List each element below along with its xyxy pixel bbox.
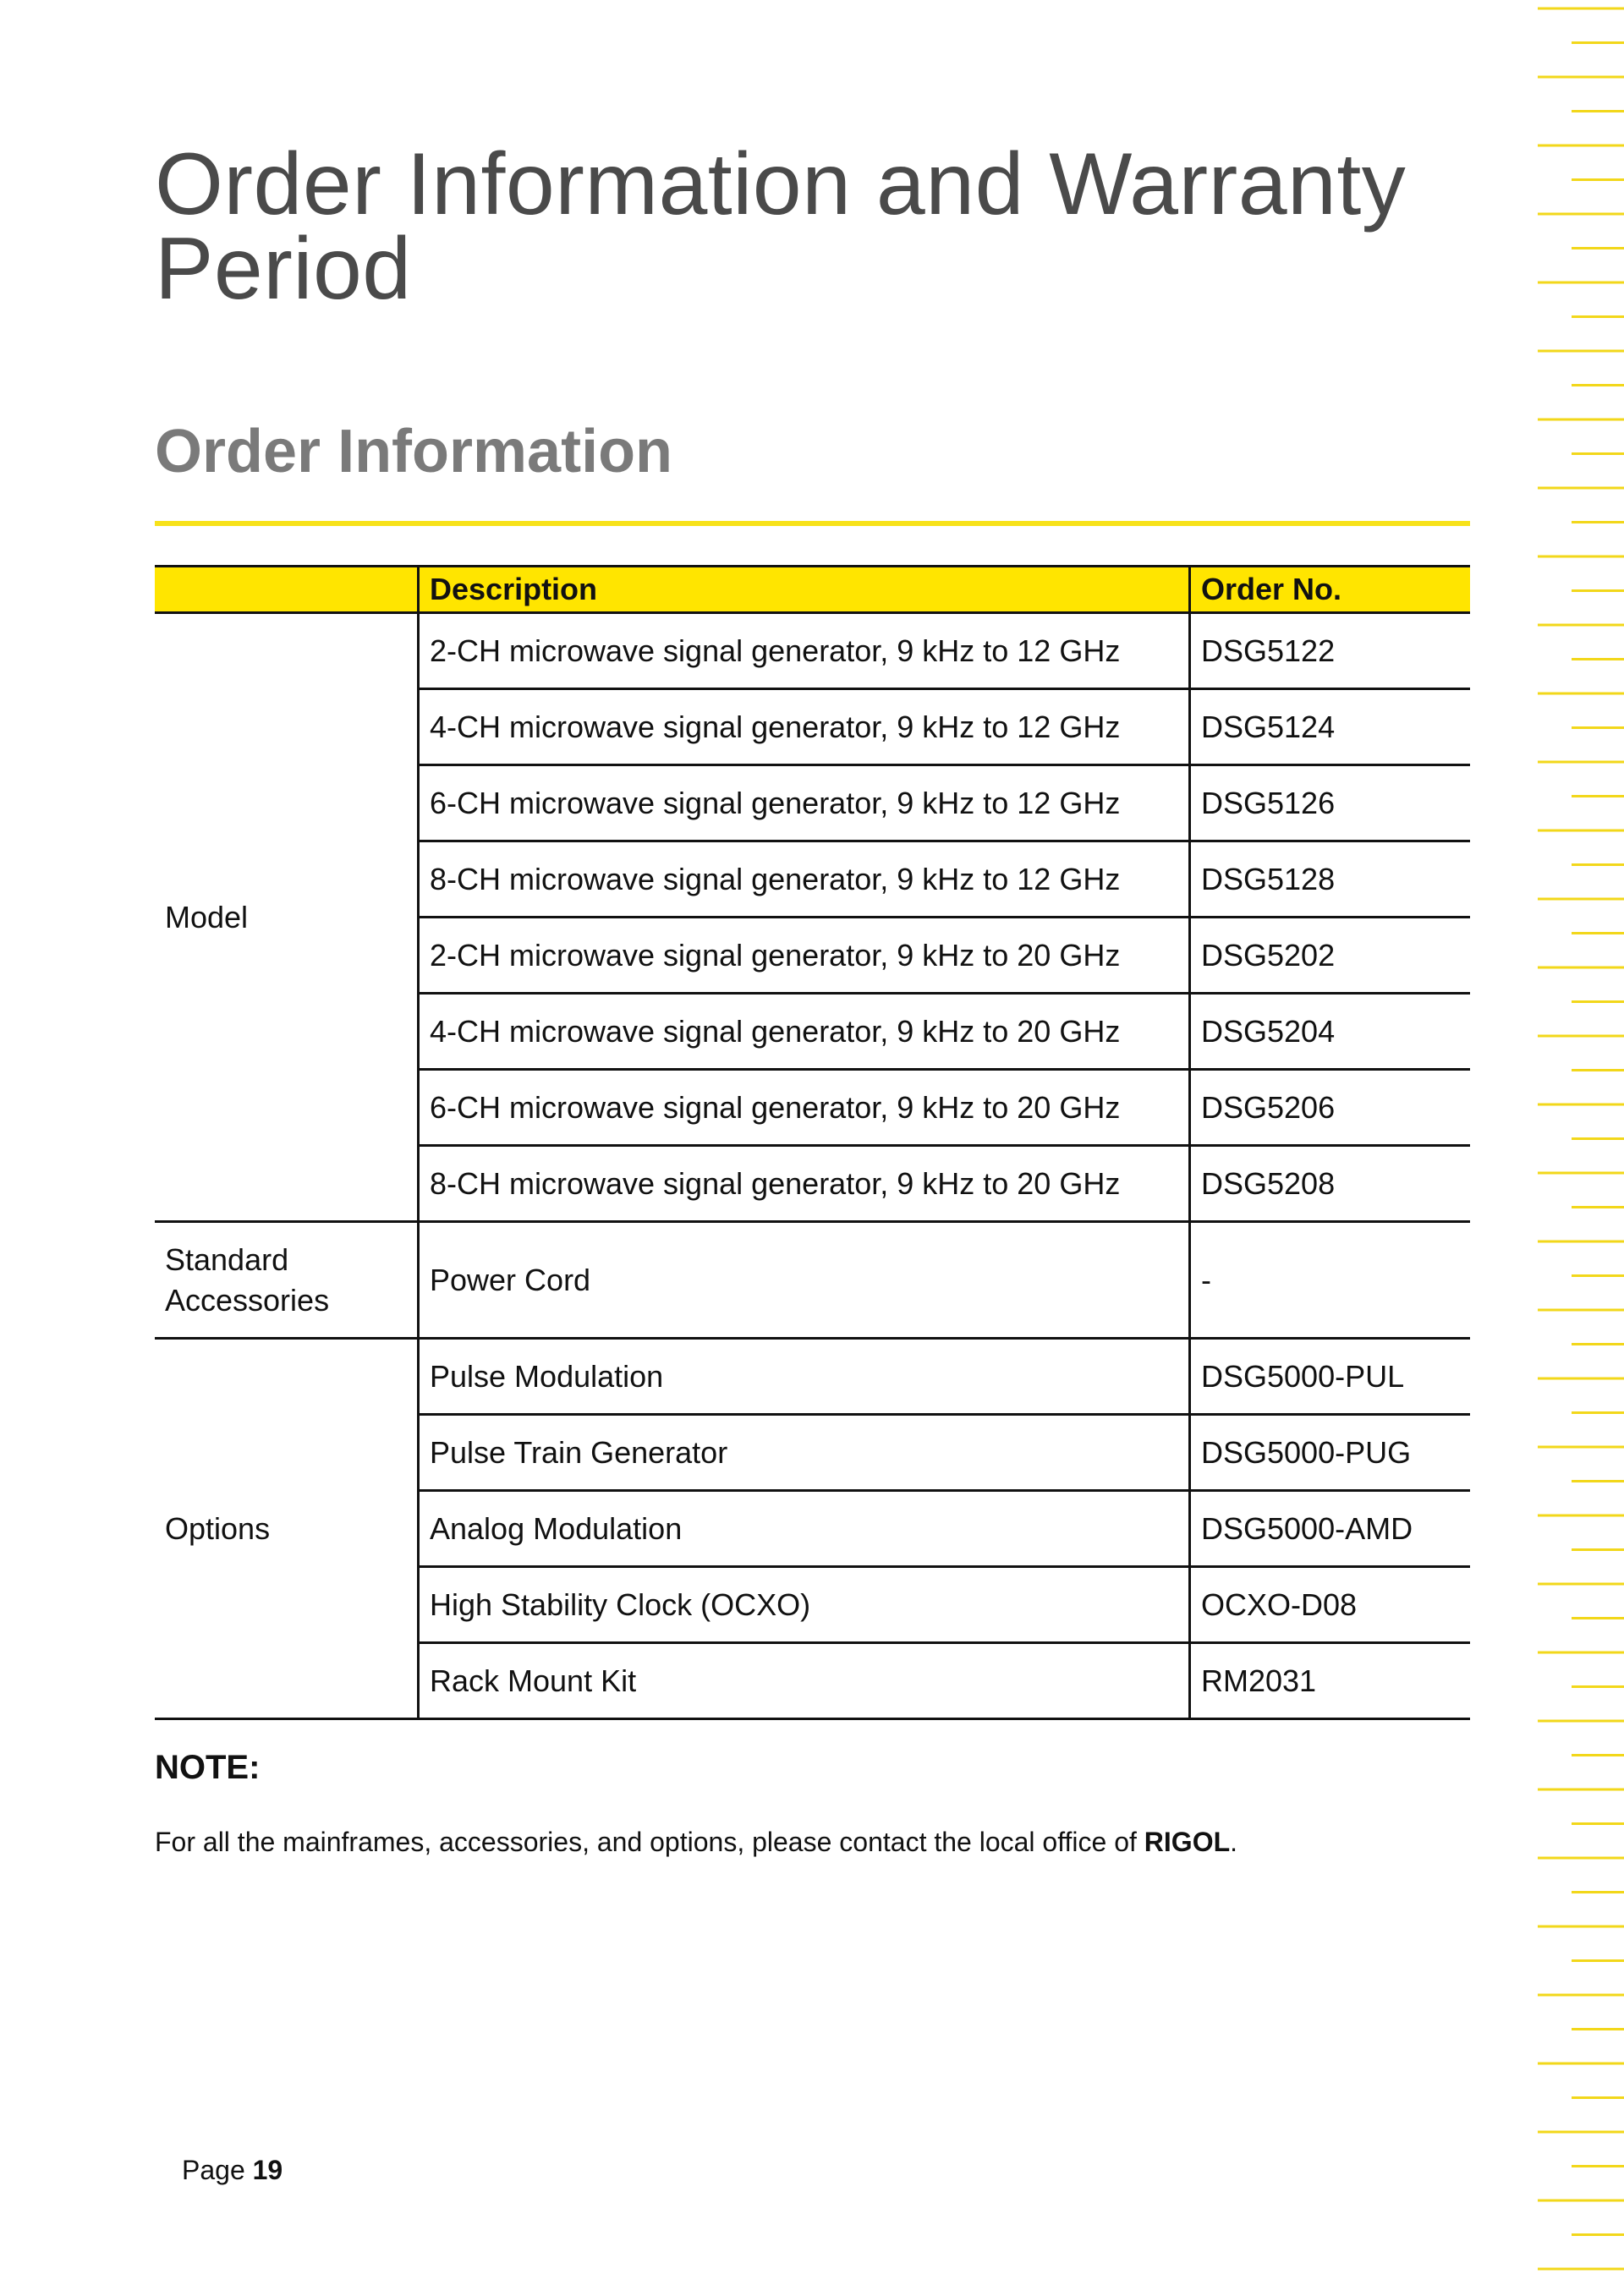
description-cell: Rack Mount Kit — [419, 1643, 1190, 1719]
order-table — [155, 565, 1470, 1720]
description-cell: 2-CH microwave signal generator, 9 kHz to 20 GHz — [419, 918, 1190, 994]
section-divider — [155, 521, 1470, 526]
category-label-line1: Standard — [165, 1241, 289, 1277]
category-cell-options: Options — [155, 1339, 419, 1719]
order-no-cell: DSG5204 — [1190, 994, 1471, 1070]
table-header-row — [155, 567, 1470, 613]
page-title-line1: Order Information and Warranty — [155, 135, 1407, 233]
note-text-body: For all the mainframes, accessories, and options, please contact the local office of — [155, 1827, 1144, 1857]
table-row — [155, 1339, 1470, 1415]
page-number: 19 — [252, 2155, 283, 2185]
category-cell-model: Model — [155, 613, 419, 1222]
order-no-cell: DSG5000-PUL — [1190, 1339, 1471, 1415]
order-no-cell: DSG5208 — [1190, 1146, 1471, 1222]
description-cell: 2-CH microwave signal generator, 9 kHz to 12 GHz — [419, 613, 1190, 689]
table-row — [155, 613, 1470, 689]
order-no-cell: DSG5128 — [1190, 841, 1471, 918]
brand-name: RIGOL — [1144, 1827, 1231, 1857]
description-cell: High Stability Clock (OCXO) — [419, 1567, 1190, 1643]
page-title — [155, 135, 1508, 318]
description-cell: 8-CH microwave signal generator, 9 kHz to 20 GHz — [419, 1146, 1190, 1222]
description-cell: Pulse Train Generator — [419, 1415, 1190, 1491]
order-no-cell: DSG5126 — [1190, 765, 1471, 841]
order-no-cell: DSG5124 — [1190, 689, 1471, 765]
header-order-no: Order No. — [1190, 567, 1471, 613]
ruler-lines — [1531, 0, 1624, 2296]
table-row — [155, 1222, 1470, 1339]
decorative-ruler — [1531, 0, 1624, 2296]
description-cell: 6-CH microwave signal generator, 9 kHz to 20 GHz — [419, 1070, 1190, 1146]
description-cell: Analog Modulation — [419, 1491, 1190, 1567]
note-text-end: . — [1230, 1827, 1238, 1857]
description-cell: 4-CH microwave signal generator, 9 kHz to 20 GHz — [419, 994, 1190, 1070]
order-no-cell: DSG5202 — [1190, 918, 1471, 994]
header-category — [155, 567, 419, 613]
order-no-cell: DSG5000-AMD — [1190, 1491, 1471, 1567]
order-no-cell: DSG5206 — [1190, 1070, 1471, 1146]
page-footer — [182, 2155, 283, 2186]
order-no-cell: DSG5122 — [1190, 613, 1471, 689]
order-no-cell: RM2031 — [1190, 1643, 1471, 1719]
order-no-cell: - — [1190, 1222, 1471, 1339]
page-label: Page — [182, 2155, 245, 2185]
note-heading: NOTE: — [155, 1749, 261, 1786]
page-title-line2: Period — [155, 220, 412, 318]
header-description: Description — [419, 567, 1190, 613]
description-cell: 6-CH microwave signal generator, 9 kHz to 12 GHz — [419, 765, 1190, 841]
category-label-line2: Accessories — [165, 1282, 330, 1318]
order-no-cell: OCXO-D08 — [1190, 1567, 1471, 1643]
section-heading: Order Information — [155, 418, 673, 485]
description-cell: 4-CH microwave signal generator, 9 kHz to 12 GHz — [419, 689, 1190, 765]
description-cell: Pulse Modulation — [419, 1339, 1190, 1415]
note-text — [155, 1827, 1237, 1858]
description-cell: 8-CH microwave signal generator, 9 kHz to 12 GHz — [419, 841, 1190, 918]
order-no-cell: DSG5000-PUG — [1190, 1415, 1471, 1491]
description-cell: Power Cord — [419, 1222, 1190, 1339]
category-cell-standard-accessories — [155, 1222, 419, 1339]
